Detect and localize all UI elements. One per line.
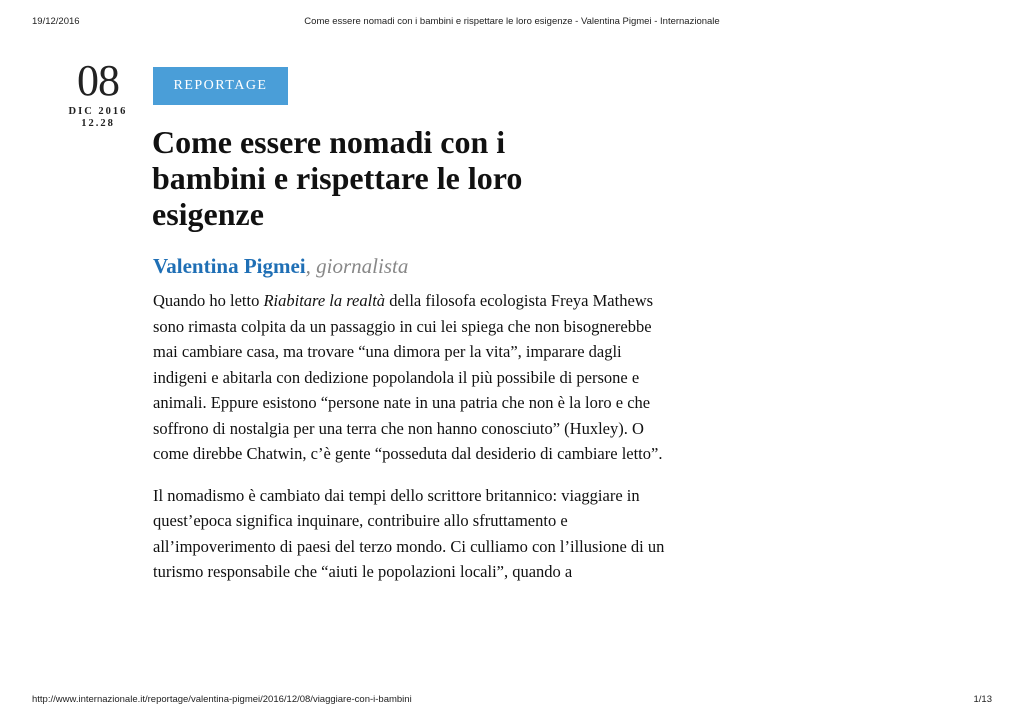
page-number: 1/13 — [973, 694, 992, 705]
paragraph-text: Quando ho letto — [153, 291, 264, 310]
page-url: http://www.internazionale.it/reportage/valentina-pigmei/2016/12/08/viaggiare-con-i-bambini — [32, 694, 412, 705]
publish-month-year: DIC 2016 — [68, 106, 128, 117]
author-role: , giornalista — [305, 254, 409, 278]
author-link[interactable]: Valentina Pigmei — [153, 254, 306, 278]
article-body — [153, 288, 678, 599]
article-paragraph — [153, 288, 678, 467]
book-title: Riabitare la realtà — [263, 291, 386, 310]
paragraph-text: della filosofa ecologista Freya Mathews sono rimasta colpita da un passaggio in cui lei spiega che non bisognerebbe mai cambiare casa, ma trovare “una dimora per la vita”, imparare dagli indigeni e abitarla con dedizione popolandola il più possibile di persone e animali. Eppure esistono “persone nate in una patria che non è la loro e che soffrono di nostalgia per una terra che non hanno conosciuto” (Huxley). O come direbbe Chatwin, c’è gente “posseduta dal desiderio di cambiare letto”. — [153, 291, 663, 463]
section-tag[interactable]: REPORTAGE — [153, 67, 288, 105]
print-footer — [32, 694, 992, 708]
article-headline: Come essere nomadi con i bambini e rispettare le loro esigenze — [152, 124, 523, 232]
byline — [153, 253, 408, 279]
print-page-title: Come essere nomadi con i bambini e rispettare le loro esigenze - Valentina Pigmei - Internazionale — [304, 16, 720, 27]
publish-day: 08 — [77, 56, 119, 105]
print-header — [32, 16, 992, 30]
publish-time: 12.28 — [81, 118, 115, 129]
publish-date — [62, 58, 134, 130]
article-paragraph: Il nomadismo è cambiato dai tempi dello scrittore britannico: viaggiare in quest’epoca significa inquinare, contribuire allo sfruttamento e all’impoverimento di paesi del terzo mondo. Ci culliamo con l’illusione di un turismo responsabile che “aiuti le popolazioni locali”, quando a — [153, 485, 665, 581]
print-date: 19/12/2016 — [32, 16, 80, 27]
